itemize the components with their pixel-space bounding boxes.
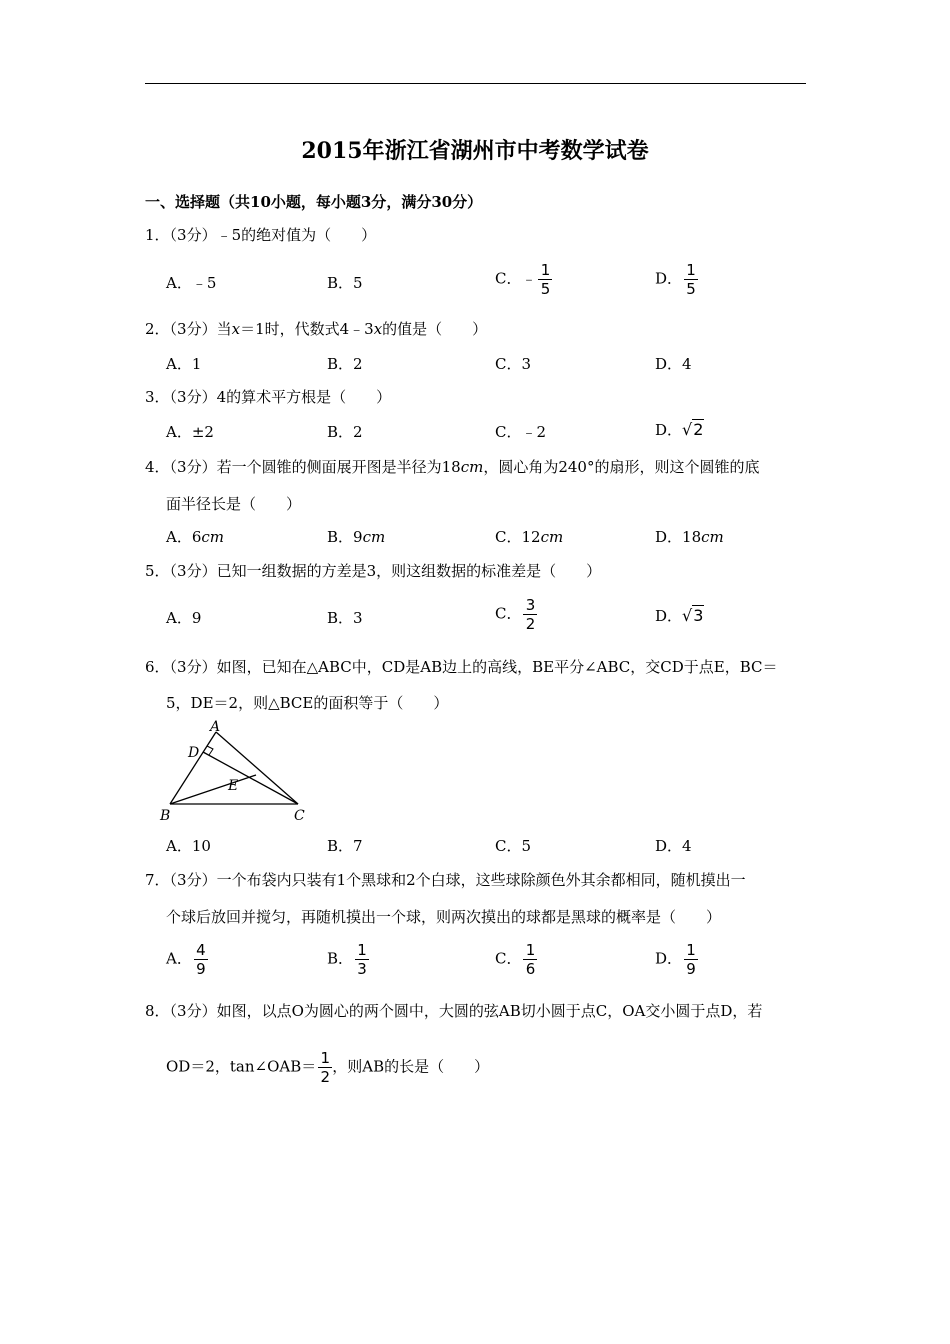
q3-option-b[interactable]: B．2 — [327, 423, 363, 441]
q2-option-b[interactable]: B．2 — [327, 355, 363, 373]
q4-option-a[interactable]: A．6cm — [166, 528, 225, 546]
side-ab — [170, 732, 216, 804]
q1-option-d[interactable] — [655, 262, 698, 297]
section-heading: 一、选择题（共10小题，每小题3分，满分30分） — [145, 193, 483, 211]
label-a: A — [210, 719, 221, 735]
question-4-line2: 面半径长是（ ） — [166, 495, 302, 513]
label-c: C — [294, 808, 305, 824]
q5-option-a[interactable]: A．9 — [166, 609, 202, 627]
q7-option-b[interactable]: B． $\frac{1}{3}$ — [327, 942, 369, 977]
fraction: $\frac{1}{9}$ — [684, 942, 698, 977]
label-b: B — [160, 808, 171, 824]
altitude-cd — [203, 752, 298, 804]
q2-option-a[interactable]: A．1 — [166, 355, 202, 373]
triangle-figure — [158, 718, 318, 826]
sqrt: √2 — [682, 420, 704, 439]
question-6-line2: 5，DE＝2，则△BCE的面积等于（ ） — [166, 694, 449, 712]
question-7-line2: 个球后放回并搅匀，再随机摸出一个球，则两次摸出的球都是黑球的概率是（ ） — [166, 908, 722, 926]
q5-option-b[interactable]: B．3 — [327, 609, 363, 627]
question-2-stem: 2．（3分）当x＝1时，代数式4﹣3x的值是（ ） — [145, 320, 488, 338]
q1-option-c-label: C．﹣ — [495, 269, 537, 288]
q6-option-b[interactable]: B．7 — [327, 837, 363, 855]
q1-option-a[interactable]: A．﹣5 — [166, 274, 217, 292]
fraction: $\frac{1}{2}$ — [318, 1050, 332, 1085]
fraction: $\frac{1}{6}$ — [523, 942, 537, 977]
q6-option-d[interactable]: D．4 — [655, 837, 692, 855]
label-e: E — [228, 778, 239, 794]
q4-option-b[interactable]: B．9cm — [327, 528, 386, 546]
question-8-line2: OD＝2，tan∠OAB＝ $\frac{1}{2}$ ，则AB的长是（ ） — [166, 1049, 490, 1086]
q3-option-c[interactable]: C．﹣2 — [495, 423, 547, 441]
q3-option-d[interactable]: D．√2 — [655, 420, 704, 439]
q4-option-c[interactable]: C．12cm — [495, 528, 564, 546]
fraction: $\frac{3}{2}$ — [523, 597, 537, 632]
question-4-line1: 4．（3分）若一个圆锥的侧面展开图是半径为18cm，圆心角为240°的扇形，则这个圆锥的底 — [145, 458, 760, 476]
question-6-line1: 6．（3分）如图，已知在△ABC中，CD是AB边上的高线，BE平分∠ABC，交CD于点E，BC＝ — [145, 658, 778, 676]
header-rule — [145, 83, 806, 84]
fraction: $\frac{1}{5}$ — [538, 262, 552, 297]
q3-option-a[interactable]: A．±2 — [166, 423, 214, 441]
sqrt: √3 — [682, 606, 704, 625]
question-7-line1: 7．（3分）一个布袋内只装有1个黑球和2个白球，这些球除颜色外其余都相同，随机摸出一 — [145, 871, 746, 889]
q6-option-a[interactable]: A．10 — [166, 837, 211, 855]
fraction: $\frac{1}{3}$ — [355, 942, 369, 977]
q6-option-c[interactable]: C．5 — [495, 837, 532, 855]
q1-option-b[interactable]: B．5 — [327, 274, 363, 292]
q1-option-d-label: D． — [655, 269, 683, 288]
q1-option-c[interactable] — [495, 262, 552, 297]
q7-option-c[interactable]: C． $\frac{1}{6}$ — [495, 942, 537, 977]
question-8-line1: 8．（3分）如图，以点O为圆心的两个圆中，大圆的弦AB切小圆于点C，OA交小圆于点D，若 — [145, 1002, 763, 1020]
fraction: $\frac{4}{9}$ — [194, 942, 208, 977]
fraction: $\frac{1}{5}$ — [684, 262, 698, 297]
bisector-be — [170, 775, 256, 804]
question-5-stem: 5．（3分）已知一组数据的方差是3，则这组数据的标准差是（ ） — [145, 562, 602, 580]
question-3-stem: 3．（3分）4的算术平方根是（ ） — [145, 388, 392, 406]
q2-option-c[interactable]: C．3 — [495, 355, 532, 373]
right-angle-mark — [207, 746, 213, 755]
q5-option-d[interactable]: D．√3 — [655, 606, 704, 625]
q7-option-d[interactable]: D． $\frac{1}{9}$ — [655, 942, 698, 977]
q4-option-d[interactable]: D．18cm — [655, 528, 724, 546]
q5-option-c[interactable]: C． $\frac{3}{2}$ — [495, 597, 537, 632]
question-1-stem: 1．（3分）﹣5的绝对值为（ ） — [145, 226, 377, 244]
page-title: 2015年浙江省湖州市中考数学试卷 — [301, 138, 649, 164]
label-d: D — [188, 745, 200, 761]
q7-option-a[interactable]: A． $\frac{4}{9}$ — [166, 942, 208, 977]
q2-option-d[interactable]: D．4 — [655, 355, 692, 373]
